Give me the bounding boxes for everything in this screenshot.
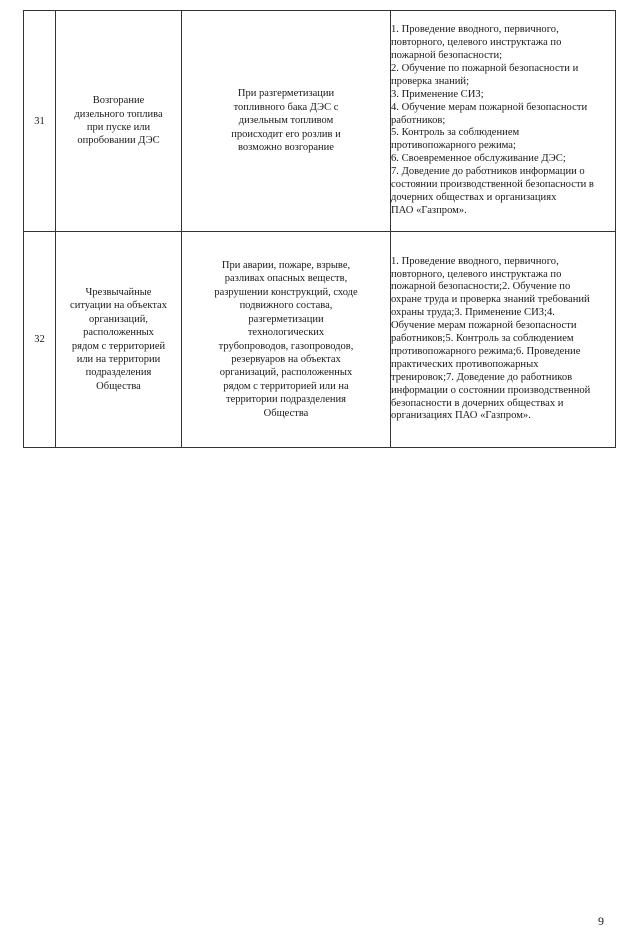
text-line: ПАО «Газпром». <box>391 204 467 216</box>
measures-cell <box>391 11 616 232</box>
text-line: организациях ПАО «Газпром». <box>391 410 531 422</box>
cause-cell <box>182 232 391 448</box>
text-line: тренировок;7. Доведение до работников <box>391 371 573 383</box>
text-line: расположенных <box>83 327 154 339</box>
text-line: трубопроводов, газопроводов, <box>218 340 354 352</box>
text-line: повторного, целевого инструктажа по <box>391 268 562 280</box>
text-line: Возгорание <box>92 95 145 107</box>
text-line: технологических <box>247 327 325 339</box>
text-line: повторного, целевого инструктажа по <box>391 37 562 49</box>
text-line: 4. Обучение мерам пожарной безопасности <box>391 101 588 113</box>
event-cell <box>56 11 182 232</box>
text-line: противопожарного режима;6. Проведение <box>391 345 581 357</box>
text-line: безопасности в дочерних обществах и <box>391 397 564 409</box>
text-line: при пуске или <box>86 122 151 133</box>
text-line: топливного бака ДЭС с <box>233 101 339 113</box>
text-line: опробовании ДЭС <box>77 135 160 147</box>
text-line: возможно возгорание <box>238 142 334 154</box>
text-line: пожарной безопасности;2. Обучение по <box>391 281 571 293</box>
event-cell <box>56 232 182 448</box>
text-line: разгерметизации <box>248 313 324 325</box>
text-line: Общества <box>263 407 309 419</box>
text-line: 5. Контроль за соблюдением <box>391 127 520 139</box>
text-line: разливах опасных веществ, <box>224 273 348 285</box>
text-line: охраны труда;3. Применение СИЗ;4. <box>391 307 555 319</box>
text-line: ситуации на объектах <box>70 300 167 312</box>
text-line: 1. Проведение вводного, первичного, <box>391 24 559 36</box>
text-line: работников;5. Контроль за соблюдением <box>391 333 574 345</box>
text-line: дизельным топливом <box>238 115 334 127</box>
page-number: 9 <box>598 914 604 928</box>
text-line: Чрезвычайные <box>85 286 152 298</box>
text-line: происходит его розлив и <box>231 128 341 140</box>
text-line: организаций, <box>89 313 148 325</box>
measures-cell <box>391 232 616 448</box>
text-line: практических противопожарных <box>391 358 539 370</box>
text-line: работников; <box>391 114 446 126</box>
cause-cell <box>182 11 391 232</box>
text-line: 2. Обучение по пожарной безопасности и <box>391 62 579 74</box>
text-line: состоянии производственной безопасности в <box>391 179 594 191</box>
table-body <box>24 11 616 448</box>
text-line: Обучение мерам пожарной безопасности <box>391 320 577 332</box>
table-row <box>24 232 616 448</box>
text-line: Общества <box>96 380 141 392</box>
text-line: организаций, расположенных <box>219 367 353 379</box>
text-line: При разгерметизации <box>237 88 335 100</box>
text-line: 6. Своевременное обслуживание ДЭС; <box>391 153 566 165</box>
text-line: разрушении конструкций, сходе <box>214 286 358 298</box>
text-line: охране труда и проверка знаний требований <box>391 294 590 306</box>
text-line: резервуаров на объектах <box>231 353 341 365</box>
row-number: 31 <box>24 11 56 232</box>
table-row <box>24 11 616 232</box>
row-number: 32 <box>24 232 56 448</box>
text-line: территории подразделения <box>226 394 346 406</box>
text-line: 7. Доведение до работников информации о <box>391 166 585 178</box>
text-line: дизельного топлива <box>74 108 163 120</box>
text-line: При аварии, пожаре, взрыве, <box>221 260 351 272</box>
text-line: рядом с территорией или на <box>223 380 349 392</box>
text-line: противопожарного режима; <box>391 140 516 152</box>
text-line: пожарной безопасности; <box>391 50 503 62</box>
text-line: дочерних обществах и организациях <box>391 191 557 203</box>
text-line: проверка знаний; <box>391 75 470 87</box>
text-line: информации о состоянии производственной <box>391 384 591 396</box>
text-line: подвижного состава, <box>239 300 333 312</box>
text-line: или на территории <box>76 353 161 365</box>
hazard-measures-table <box>23 10 616 448</box>
text-line: 1. Проведение вводного, первичного, <box>391 255 559 267</box>
text-line: подразделения <box>85 367 152 379</box>
text-line: 3. Применение СИЗ; <box>391 88 484 100</box>
text-line: рядом с территорией <box>71 340 166 352</box>
